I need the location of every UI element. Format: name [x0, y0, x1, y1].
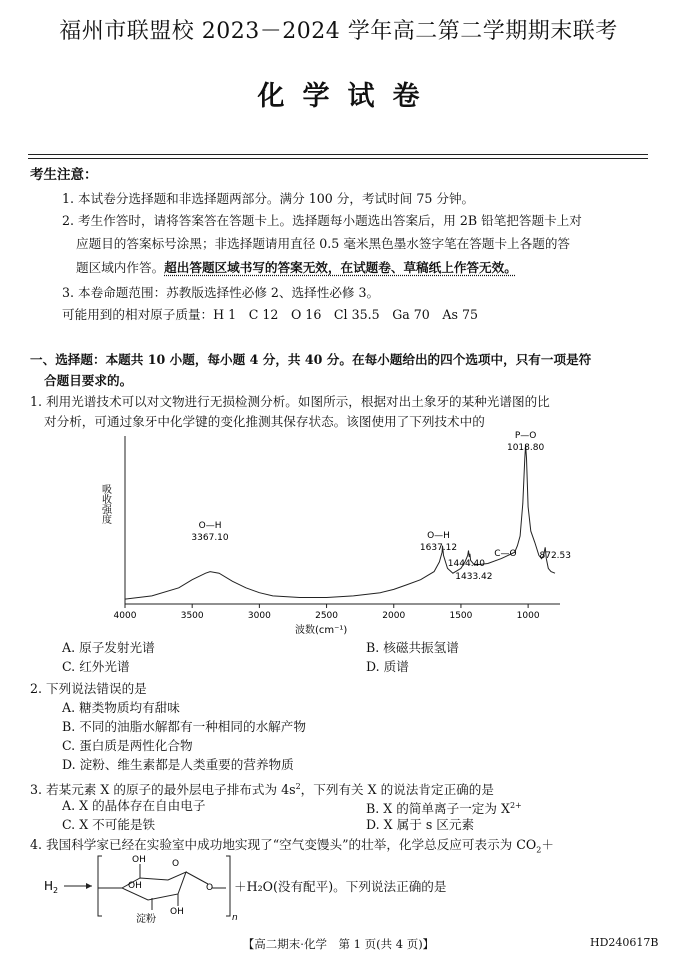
notice-item-2-line-3-start: 题区域内作答。 [76, 260, 165, 275]
section-1-heading-line-2: 合题目要求的。 [44, 373, 133, 388]
peak-value-label-3: 1433.42 [455, 572, 493, 582]
q2-option-b: B. 不同的油脂水解都有一种相同的水解产物 [62, 719, 306, 734]
chart-x-label: 波数(cm⁻¹) [295, 625, 348, 636]
q1-option-d: D. 质谱 [366, 659, 409, 674]
peak-value-label-2: 1444.40 [447, 559, 486, 569]
h2-label: $H_2$ [44, 879, 59, 895]
peak-bond-label-0: O—H [198, 521, 222, 531]
starch-label: 淀粉 [136, 914, 156, 925]
notice-item-2-line-1: 2. 考生作答时，请将答案答在答题卡上。选择题每小题选出答案后，用 2B 铅笔把答题卡上对 [62, 213, 582, 228]
q3-option-a: A. X 的晶体存在自由电子 [62, 798, 206, 813]
peak-bond-label-4: C—O [494, 549, 517, 559]
oh-label-ring: OH [128, 881, 142, 891]
q3-stem-sup: 2 [295, 782, 301, 791]
q4-stem-end: ＋ [541, 837, 554, 852]
header-rule-top [28, 154, 648, 155]
x-tick-label-6: 1000 [516, 611, 540, 621]
notice-item-2-line-2: 应题目的答案标号涂黑；非选择题请用直径 0.5 毫米黑色墨水签字笔在答题卡上各题的答 [76, 236, 571, 251]
peak-value-label-5: 1018.80 [506, 443, 545, 453]
x-tick-label-5: 1500 [449, 611, 473, 621]
atomic-masses: 可能用到的相对原子质量：H 1 C 12 O 16 Cl 35.5 Ga 70 As 75 [62, 307, 478, 322]
oh-label-bottom: OH [170, 907, 184, 917]
q4-stem-sub: 2 [536, 845, 542, 855]
q2-option-d: D. 淀粉、维生素都是人类重要的营养物质 [62, 757, 294, 772]
reaction-arrow-head [86, 883, 92, 889]
peak-bond-label-1: O—H [427, 531, 450, 541]
page-footer: 【高二期末·化学 第 1 页(共 4 页)】 [242, 937, 435, 951]
x-tick-label-3: 2500 [315, 611, 339, 621]
chart-peak-annotations [191, 431, 571, 582]
q1-option-b: B. 核磁共振氢谱 [366, 640, 459, 655]
q3-option-d: D. X 属于 s 区元素 [366, 817, 475, 832]
ring-oxygen-label: O [172, 859, 180, 869]
q1-option-a: A. 原子发射光谱 [62, 640, 155, 655]
q2-option-a: A. 糖类物质均有甜味 [62, 700, 180, 715]
x-tick-label-0: 4000 [113, 611, 137, 621]
q4-stem-start: 4. 我国科学家已经在实验室中成功地实现了“空气变馒头”的壮举，化学总反应可表示为 CO [30, 837, 537, 852]
header-rule-bottom [28, 158, 648, 159]
peak-value-label-1: 1637.12 [419, 543, 458, 553]
q1-option-c: C. 红外光谱 [62, 659, 130, 674]
q3-option-b-start: B. X 的简单离子一定为 X [366, 801, 510, 817]
section-1-heading-line-1: 一、选择题：本题共 10 小题，每小题 4 分，共 40 分。在每小题给出的四个选项中，只有一项是符 [30, 352, 592, 367]
left-bracket [98, 856, 102, 916]
peak-bond-label-5: P—O [514, 431, 537, 441]
exam-title: 福州市联盟校 2023－2024 学年高二第二学期期末联考 [59, 19, 618, 44]
q3-option-b [366, 797, 522, 818]
q4-equation-end: ＋H₂O(没有配平)。下列说法正确的是 [234, 879, 447, 894]
notice-heading: 考生注意： [30, 167, 98, 183]
oh-label-top: OH [132, 855, 146, 865]
q3-stem-end: ，下列有关 X 的说法肯定正确的是 [300, 782, 494, 798]
notice-item-3: 3. 本卷命题范围：苏教版选择性必修 2、选择性必修 3。 [62, 285, 380, 300]
peak-value-label-0: 3367.10 [191, 533, 229, 543]
right-bracket [226, 856, 230, 916]
x-tick-label-2: 3000 [247, 611, 271, 621]
x-tick-label-4: 2000 [382, 611, 406, 621]
bridge-oxygen-label: O [206, 883, 214, 893]
q2-option-c: C. 蛋白质是两性化合物 [62, 738, 193, 753]
notice-item-2-line-3 [76, 259, 517, 277]
q3-stem [30, 778, 494, 799]
q3-option-c: C. X 不可能是铁 [62, 817, 156, 832]
subject-title: 化学试卷 [257, 81, 438, 112]
q1-stem-line-1: 1. 利用光谱技术可以对文物进行无损检测分析。如图所示，根据对出土象牙的某种光谱图的比 [30, 394, 550, 409]
n-subscript: n [232, 913, 238, 923]
q3-option-b-sup: 2+ [509, 801, 522, 810]
glycosidic-bond [186, 872, 208, 884]
ir-spectrum-chart [95, 428, 572, 640]
notice-warning: 超出答题区域书写的答案无效，在试题卷、草稿纸上作答无效。 [164, 260, 517, 275]
q2-stem: 2. 下列说法错误的是 [30, 681, 147, 696]
chart-y-label: 吸收强度 [99, 484, 111, 524]
peak-value-label-6: 872.53 [539, 551, 572, 561]
notice-item-1: 1. 本试卷分选择题和非选择题两部分。满分 100 分，考试时间 75 分钟。 [62, 191, 475, 206]
q3-stem-start: 3. 若某元素 X 的原子的最外层电子排布式为 4s [30, 782, 296, 798]
exam-code: HD240617B [590, 936, 659, 949]
x-tick-label-1: 3500 [180, 611, 204, 621]
chart-x-ticks [114, 604, 540, 621]
q1-stem-line-2: 对分析，可通过象牙中化学键的变化推测其保存状态。该图使用了下列技术中的 [44, 414, 485, 429]
